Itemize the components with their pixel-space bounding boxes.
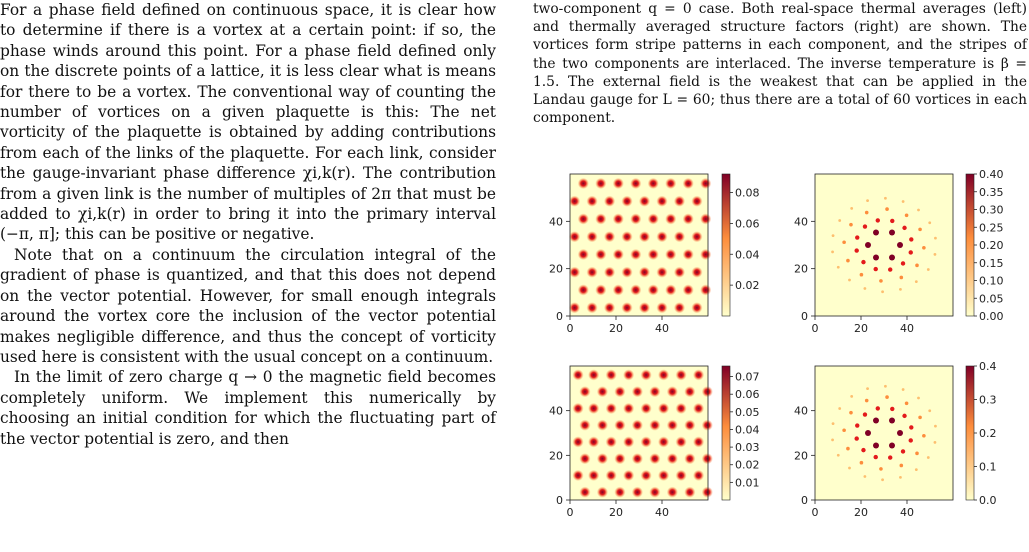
vortex-core (614, 487, 625, 498)
vortex-core (614, 420, 625, 431)
bragg-peak (854, 436, 858, 440)
y-tick-label: 0 (556, 310, 563, 323)
vortex-core (641, 369, 652, 380)
vortex-core (675, 369, 686, 380)
bragg-peak (842, 428, 846, 432)
x-tick-label: 20 (854, 322, 868, 335)
vortex-core (630, 178, 641, 189)
vortex-core (630, 249, 641, 260)
vortex-core (578, 249, 589, 260)
vortex-core (674, 302, 685, 313)
vortex-core (684, 420, 695, 431)
bragg-peak (874, 267, 878, 271)
vortex-core (658, 403, 669, 414)
vortex-core (604, 196, 615, 207)
bragg-peak (846, 447, 850, 451)
bragg-peak (934, 441, 937, 444)
bragg-peak (865, 242, 871, 248)
vortex-core (639, 267, 650, 278)
y-tick-label: 20 (549, 262, 563, 276)
bragg-peak (927, 268, 930, 271)
vortex-core (691, 196, 702, 207)
vortex-core (693, 436, 704, 447)
bragg-peak (884, 385, 887, 388)
figure-panel-real-space-component-2 (549, 366, 760, 519)
vortex-core (639, 231, 650, 242)
vortex-core (588, 470, 599, 481)
y-tick-label: 0 (801, 494, 808, 507)
bragg-peak (917, 397, 920, 400)
vortex-core (579, 487, 590, 498)
vortex-core (667, 386, 678, 397)
colorbar-tick-label: 0.1 (979, 460, 997, 474)
colorbar-tick-label: 0.3 (979, 393, 997, 407)
vortex-core (648, 213, 659, 224)
vortex-core (579, 453, 590, 464)
vortex-core (665, 249, 676, 260)
vortex-core (702, 453, 713, 464)
colorbar-tick-label: 0.15 (979, 256, 1004, 270)
colorbar-tick-label: 0.20 (979, 239, 1004, 252)
colorbar-tick-label: 0.04 (735, 423, 760, 437)
y-tick-label: 20 (794, 262, 808, 276)
bragg-peak (917, 209, 920, 212)
colorbar-tick-label: 0.00 (979, 310, 1004, 323)
paragraph-zero-charge: In the limit of zero charge q → 0 the magnetic field becomes completely uniform. We implement this numerically by choosing an initial condition for which the fluctuating part of the vector potential is zero, and then (0, 368, 496, 448)
vortex-core (691, 231, 702, 242)
vortex-core (693, 403, 704, 414)
bragg-peak (902, 414, 906, 418)
bragg-peak (897, 430, 903, 436)
vortex-core (675, 436, 686, 447)
vortex-core (606, 470, 617, 481)
vortex-core (623, 369, 634, 380)
bragg-peak (874, 455, 878, 459)
vortex-core (613, 178, 624, 189)
colorbar (966, 174, 974, 316)
vortex-core (588, 369, 599, 380)
vortex-core (648, 284, 659, 295)
y-tick-label: 40 (794, 404, 808, 418)
bragg-peak (885, 207, 889, 211)
vortex-core (656, 302, 667, 313)
vortex-core (639, 196, 650, 207)
vortex-core (665, 213, 676, 224)
y-tick-label: 40 (794, 215, 808, 229)
colorbar-tick-label: 0.4 (979, 360, 997, 373)
vortex-core (569, 196, 580, 207)
x-tick-label: 40 (655, 322, 669, 335)
bragg-peak (863, 475, 866, 478)
colorbar (722, 366, 730, 500)
bragg-peak (909, 438, 913, 442)
vortex-core (700, 213, 711, 224)
vortex-core (658, 369, 669, 380)
y-tick-label: 40 (549, 404, 563, 418)
bragg-peak (873, 442, 879, 448)
vortex-core (656, 196, 667, 207)
bragg-peak (860, 461, 864, 465)
vortex-core (595, 284, 606, 295)
bragg-peak (905, 213, 909, 217)
bragg-peak (890, 407, 894, 411)
bragg-peak (888, 455, 892, 459)
bragg-peak (837, 454, 840, 457)
bragg-peak (922, 434, 926, 438)
vortex-core (674, 267, 685, 278)
bragg-peak (831, 438, 834, 441)
bragg-peak (832, 422, 835, 425)
bragg-peak (902, 226, 906, 230)
x-tick-label: 0 (566, 322, 574, 335)
colorbar-tick-label: 0.0 (979, 494, 997, 507)
bragg-peak (888, 267, 892, 271)
vortex-core (606, 403, 617, 414)
bragg-peak (899, 276, 903, 280)
vortex-core (691, 302, 702, 313)
colorbar-tick-label: 0.05 (979, 292, 1004, 306)
y-tick-label: 0 (556, 494, 563, 507)
vortex-core (569, 231, 580, 242)
vortex-core (586, 267, 597, 278)
colorbar-tick-label: 0.07 (735, 370, 760, 384)
bragg-peak (860, 273, 864, 277)
vortex-core (665, 284, 676, 295)
vortex-core (683, 178, 694, 189)
colorbar-tick-label: 0.05 (735, 405, 760, 419)
vortex-core (700, 249, 711, 260)
figure-panel-structure-factor-component-1 (794, 168, 1004, 335)
vortex-core (604, 267, 615, 278)
vortex-core (639, 302, 650, 313)
colorbar-tick-label: 0.06 (735, 217, 760, 231)
vortex-core (667, 487, 678, 498)
x-tick-label: 40 (900, 506, 914, 519)
vortex-core (683, 249, 694, 260)
bragg-peak (879, 467, 883, 471)
bragg-peak (899, 476, 902, 479)
colorbar-tick-label: 0.02 (735, 279, 760, 293)
vortex-core (613, 284, 624, 295)
vortex-core (632, 487, 643, 498)
bragg-peak (846, 259, 850, 263)
x-tick-label: 0 (811, 322, 819, 335)
bragg-peak (909, 237, 913, 241)
bragg-peak (915, 280, 918, 283)
bragg-peak (865, 399, 869, 403)
bragg-peak (885, 395, 889, 399)
figure-panel-real-space-component-1 (549, 174, 760, 335)
vortex-core (693, 369, 704, 380)
bragg-peak (909, 425, 913, 429)
figure-caption: two-component q = 0 case. Both real-space thermal averages (left) and thermally averaged structure factors (right) are shown. The vortices form stripe patterns in each component, and the stripes of the two components are interlaced. The inverse temperature is β = 1.5. The external field is the weakest that can be applied in the Landau gauge for L = 60; thus there are a total of 60 vortices in each component. (533, 1, 1027, 127)
bragg-peak (855, 423, 859, 427)
bragg-peak (915, 264, 919, 268)
vortex-core (588, 403, 599, 414)
vortex-core (683, 284, 694, 295)
x-tick-label: 20 (609, 506, 623, 519)
vortex-core (675, 470, 686, 481)
x-tick-label: 40 (900, 322, 914, 335)
vortex-core (649, 386, 660, 397)
bragg-peak (901, 261, 905, 265)
colorbar-tick-label: 0.02 (735, 458, 760, 472)
bragg-peak (899, 288, 902, 291)
colorbar-tick-label: 0.25 (979, 221, 1004, 235)
bragg-peak (881, 478, 884, 481)
bragg-peak (899, 464, 903, 468)
bragg-peak (873, 418, 879, 424)
vortex-core (702, 487, 713, 498)
vortex-core (641, 436, 652, 447)
bragg-peak (928, 409, 931, 412)
vortex-core (684, 487, 695, 498)
bragg-peak (884, 197, 887, 200)
vortex-core (597, 386, 608, 397)
bragg-peak (934, 237, 937, 240)
vortex-core (569, 302, 580, 313)
vortex-core (630, 213, 641, 224)
vortex-core (588, 436, 599, 447)
bragg-peak (848, 467, 851, 470)
vortex-core (604, 302, 615, 313)
bragg-peak (909, 250, 913, 254)
vortex-core (656, 231, 667, 242)
vortex-core (702, 386, 713, 397)
vortex-core (597, 487, 608, 498)
vortex-core (614, 453, 625, 464)
vortex-core (691, 267, 702, 278)
vortex-core (674, 231, 685, 242)
vortex-core (632, 420, 643, 431)
bragg-peak (889, 418, 895, 424)
bragg-peak (897, 242, 903, 248)
bragg-peak (842, 240, 846, 244)
vortex-core (613, 213, 624, 224)
vortex-core (700, 178, 711, 189)
bragg-peak (934, 425, 937, 428)
bragg-peak (918, 228, 922, 232)
bragg-peak (881, 290, 884, 293)
vortex-core (623, 436, 634, 447)
vortex-core (683, 213, 694, 224)
bragg-peak (863, 287, 866, 290)
bragg-peak (922, 246, 926, 250)
bragg-peak (934, 253, 937, 256)
vortex-core (572, 470, 583, 481)
vortex-core (649, 453, 660, 464)
y-tick-label: 20 (549, 449, 563, 463)
vortex-core (614, 386, 625, 397)
x-tick-label: 20 (854, 506, 868, 519)
vortex-core (597, 420, 608, 431)
bragg-peak (927, 456, 930, 459)
bragg-peak (876, 406, 880, 410)
vortex-core (665, 178, 676, 189)
y-tick-label: 40 (549, 215, 563, 229)
x-tick-label: 0 (566, 506, 574, 519)
heatmap-background (815, 366, 953, 500)
vortex-core (621, 267, 632, 278)
bragg-peak (915, 468, 918, 471)
figure-panel-structure-factor-component-2 (794, 360, 997, 519)
bragg-peak (849, 223, 853, 227)
bragg-peak (850, 207, 853, 210)
vortex-core (632, 386, 643, 397)
bragg-peak (889, 442, 895, 448)
vortex-core (572, 403, 583, 414)
paragraph-vortex-definition: For a phase field defined on continuous space, it is clear how to determine if there is a vortex at a certain point: if so, the phase winds around this point. For a phase field defined only on the discrete points of a lattice, it is less clear what is means for there to be a vortex. The conventional way of counting the number of vortices on a given plaquette is this: The net vorticity of the plaquette is obtained by adding contributions from each of the links of the plaquette. For each link, consider the gauge-invariant phase difference χi,k(r). The contribution from a given link is the number of multiples of 2π that must be added to χi,k(r) in order to bring it into the primary interval (−π, π]; this can be positive or negative. (0, 1, 496, 244)
bragg-peak (854, 248, 858, 252)
bragg-peak (838, 219, 841, 222)
bragg-peak (865, 211, 869, 215)
bragg-peak (861, 448, 865, 452)
x-tick-label: 0 (811, 506, 819, 519)
vortex-core (648, 249, 659, 260)
vortex-core (658, 470, 669, 481)
vortex-core (674, 196, 685, 207)
colorbar-tick-label: 0.01 (735, 476, 760, 490)
vortex-core (702, 420, 713, 431)
bragg-peak (879, 279, 883, 283)
colorbar-tick-label: 0.03 (735, 441, 760, 455)
bragg-peak (866, 387, 869, 390)
bragg-peak (918, 416, 922, 420)
bragg-peak (889, 230, 895, 236)
bragg-peak (866, 199, 869, 202)
vortex-core (572, 369, 583, 380)
vortex-core (621, 302, 632, 313)
vortex-core (684, 453, 695, 464)
vortex-core (675, 403, 686, 414)
vortex-core (579, 386, 590, 397)
vortex-core (667, 453, 678, 464)
x-tick-label: 40 (655, 506, 669, 519)
bragg-peak (837, 266, 840, 269)
vortex-core (578, 178, 589, 189)
vortex-core (586, 302, 597, 313)
bragg-peak (873, 254, 879, 260)
vortex-core (656, 267, 667, 278)
vortex-core (658, 436, 669, 447)
bragg-peak (873, 230, 879, 236)
bragg-peak (849, 411, 853, 415)
bragg-peak (832, 234, 835, 237)
bragg-peak (915, 452, 919, 456)
bragg-peak (838, 407, 841, 410)
vortex-core (632, 453, 643, 464)
vortex-core (569, 267, 580, 278)
bragg-peak (855, 235, 859, 239)
colorbar-tick-label: 0.40 (979, 168, 1004, 181)
vortex-core (623, 403, 634, 414)
colorbar-tick-label: 0.06 (735, 388, 760, 402)
y-tick-label: 0 (801, 310, 808, 323)
x-tick-label: 20 (609, 322, 623, 335)
colorbar-tick-label: 0.08 (735, 186, 760, 200)
vortex-core (648, 178, 659, 189)
vortex-core (630, 284, 641, 295)
vortex-core (684, 386, 695, 397)
vortex-core (586, 231, 597, 242)
vortex-core (613, 249, 624, 260)
paragraph-continuum-note: Note that on a continuum the circulation integral of the gradient of phase is quantized, and that this does not depend on the vector potential. However, for small enough integrals around the vortex core the inclusion of the vector potential makes negligible difference, and thus the concept of vorticity used here is consistent with the usual concept on a continuum. (0, 245, 496, 366)
heatmap-background (815, 174, 953, 316)
bragg-peak (901, 449, 905, 453)
vortex-core (595, 178, 606, 189)
vortex-core (667, 420, 678, 431)
bragg-peak (890, 219, 894, 223)
bragg-peak (848, 279, 851, 282)
bragg-peak (865, 430, 871, 436)
bragg-peak (863, 412, 867, 416)
vortex-core (641, 403, 652, 414)
vortex-core (623, 470, 634, 481)
colorbar-tick-label: 0.10 (979, 274, 1004, 288)
vortex-core (572, 436, 583, 447)
bragg-peak (850, 395, 853, 398)
vortex-core (586, 196, 597, 207)
bragg-peak (928, 221, 931, 224)
vortex-core (621, 231, 632, 242)
colorbar-tick-label: 0.30 (979, 203, 1004, 217)
vortex-core (606, 436, 617, 447)
colorbar-tick-label: 0.35 (979, 185, 1004, 199)
colorbar-tick-label: 0.2 (979, 427, 997, 440)
vortex-core (578, 284, 589, 295)
bragg-peak (863, 224, 867, 228)
vortex-core (604, 231, 615, 242)
vortex-core (700, 284, 711, 295)
bragg-peak (831, 250, 834, 253)
vortex-core (641, 470, 652, 481)
colorbar (966, 366, 974, 500)
colorbar (722, 174, 730, 316)
vortex-core (693, 470, 704, 481)
vortex-core (606, 369, 617, 380)
vortex-core (578, 213, 589, 224)
vortex-core (579, 420, 590, 431)
vortex-core (649, 420, 660, 431)
colorbar-tick-label: 0.04 (735, 248, 760, 262)
vortex-core (595, 213, 606, 224)
bragg-peak (861, 260, 865, 264)
bragg-peak (905, 401, 909, 405)
bragg-peak (902, 388, 905, 391)
bragg-peak (902, 200, 905, 203)
bragg-peak (889, 254, 895, 260)
vortex-core (597, 453, 608, 464)
vortex-core (621, 196, 632, 207)
y-tick-label: 20 (794, 449, 808, 463)
vortex-core (649, 487, 660, 498)
vortex-core (595, 249, 606, 260)
bragg-peak (876, 218, 880, 222)
